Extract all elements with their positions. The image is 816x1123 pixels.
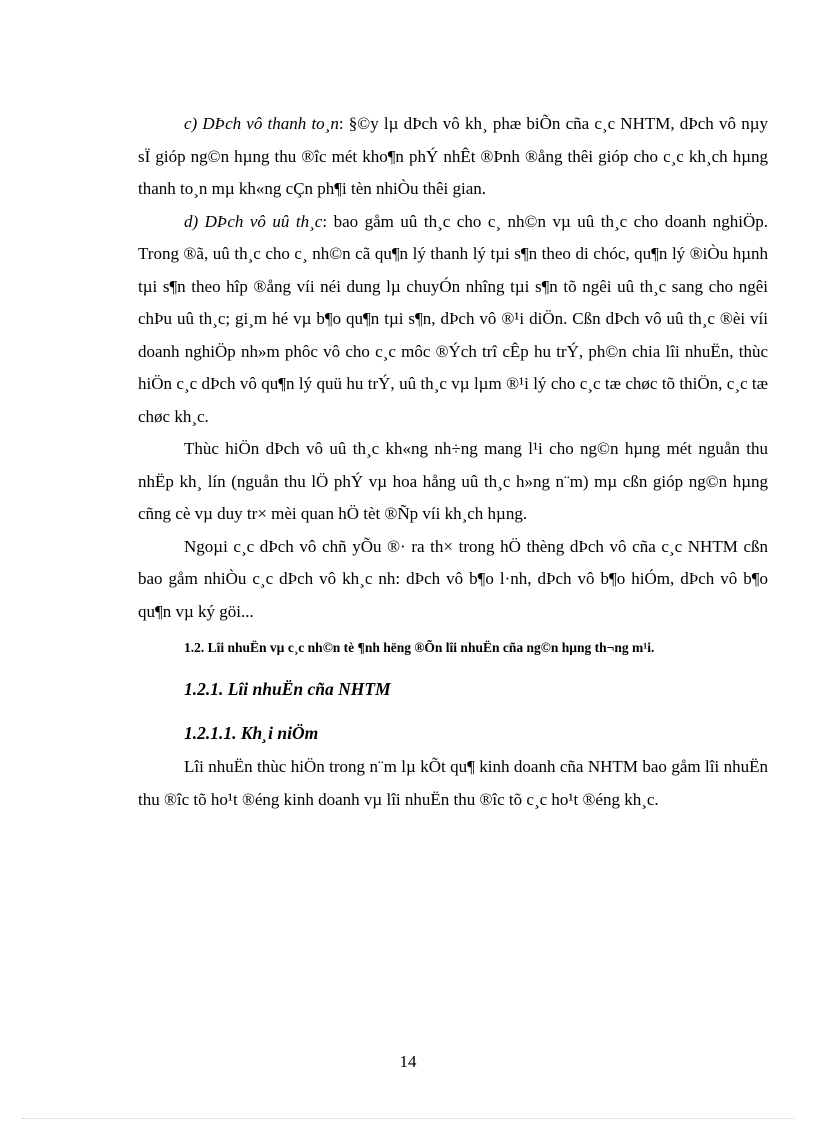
page-number: 14 (399, 1052, 417, 1071)
page-body (138, 108, 768, 816)
paragraph-text: : §©y lµ dÞch vô kh¸ phæ biÕn cña c¸c NHTM, dÞch vô nµy sÏ gióp ng©n hµng thu ®îc mét kho¶n phÝ nhÊt ®Þnh ®ång thêi gióp cho c¸c kh¸ch hµng thanh to¸n mµ kh«ng cÇn ph¶i tèn nhiÒu thêi gian. (138, 114, 768, 198)
section-heading-1-2: 1.2. Lîi nhuËn vµ c¸c nh©n tè ¶nh hëng ®Õn lîi nhuËn cña ng©n hµng th¬ng m¹i. (184, 640, 655, 655)
section-heading-1-2-1: 1.2.1. Lîi nhuËn cña NHTM (184, 679, 391, 699)
paragraph-text: Thùc hiÖn dÞch vô uû th¸c kh«ng nh÷ng mang l¹i cho ng©n hµng mét nguån thu nhËp kh¸ lín (nguån thu lÖ phÝ vµ hoa hång uû th¸c h»ng n¨m) mµ cßn gióp ng©n hµng cñng cè vµ duy tr× mèi quan hÖ tèt ®Ñp víi kh¸ch hµng. (138, 439, 768, 523)
paragraph-text: Ngoµi c¸c dÞch vô chñ yÕu ®· ra th× trong hÖ thèng dÞch vô cña c¸c NHTM cßn bao gåm nhiÒu c¸c dÞch vô kh¸c nh: dÞch vô b¶o l·nh, dÞch vô b¶o hiÓm, dÞch vô b¶o qu¶n vµ ký göi... (138, 536, 768, 621)
paragraph-khai-niem: Lîi nhuËn thùc hiÖn trong n¨m lµ kÕt qu¶ kinh doanh cña NHTM bao gåm lîi nhuËn thu ®îc tõ ho¹t ®éng kinh doanh vµ lîi nhuËn thu ®îc tõ c¸c ho¹t ®éng kh¸c. (138, 757, 768, 809)
paragraph-lead: d) DÞch vô uû th¸c (184, 211, 323, 231)
paragraph-ngoai (138, 531, 768, 629)
paragraph-text: : bao gåm uû th¸c cho c¸ nh©n vµ uû th¸c cho doanh nghiÖp. Trong ®ã, uû th¸c cho c¸ nh©n cã qu¶n lý thanh lý tµi s¶n theo di chóc, qu¶n lý ®iÒu hµnh tµi s¶n theo hîp ®ång víi néi dung lµ chuyÓn nhîng tµi s¶n tõ ngêi uû th¸c sang cho ngêi chÞu uû th¸c; gi¸m hé vµ b¶o qu¶n tµi s¶n, dÞch vô ®¹i diÖn. Cßn dÞch vô uû th¸c ®èi víi doanh nghiÖp nh»m phôc vô cho c¸c môc ®Ých trî cÊp hu trÝ, ph©n chia lîi nhuËn, thùc hiÖn c¸c dÞch vô qu¶n lý quü hu trÝ, uû th¸c vµ lµm ®¹i lý cho c¸c tæ chøc tõ thiÖn, c¸c tæ chøc kh¸c. (138, 211, 769, 426)
page-bottom-divider (22, 1118, 794, 1119)
paragraph-uy-thac (138, 206, 768, 434)
section-heading-1-2-1-1: 1.2.1.1. Kh¸i niÖm (184, 723, 319, 743)
paragraph-thanh-toan (138, 108, 768, 206)
paragraph-thuc-hien (138, 433, 768, 531)
paragraph-lead: c) DÞch vô thanh to¸n (184, 114, 339, 133)
